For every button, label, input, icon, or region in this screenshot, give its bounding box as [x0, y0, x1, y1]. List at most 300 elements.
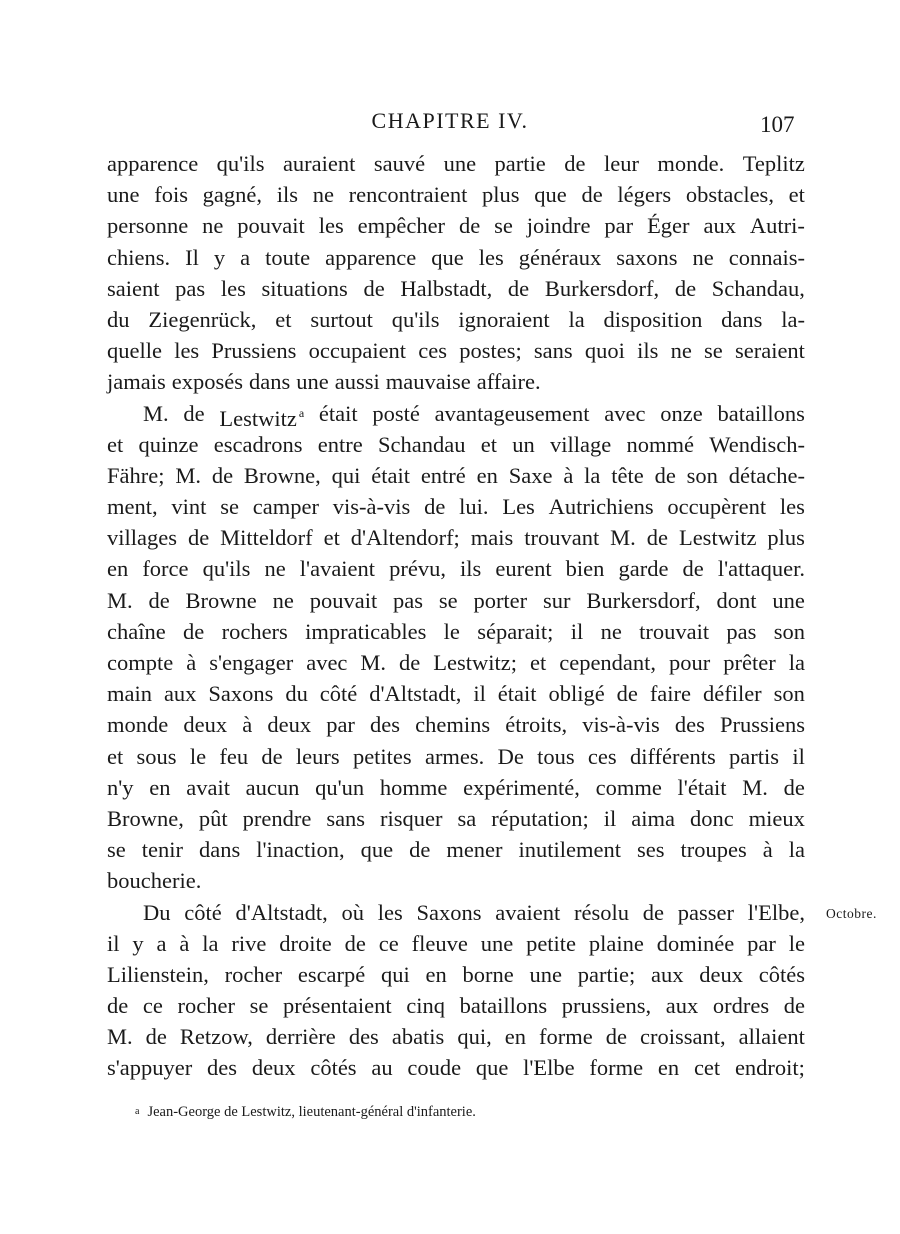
word: quelle	[107, 338, 162, 364]
word: réputation;	[491, 805, 589, 831]
word: où	[341, 899, 364, 925]
word: la-	[781, 306, 805, 332]
word: petite	[526, 930, 577, 956]
word: une	[772, 587, 805, 613]
word: ne	[670, 338, 692, 364]
word: des	[370, 712, 401, 738]
word: de	[564, 151, 586, 176]
word: de	[783, 993, 805, 1019]
word: du	[107, 306, 130, 332]
word: partis	[729, 743, 780, 769]
word: l'attaquer.	[717, 556, 805, 582]
word: qui,	[457, 1024, 492, 1050]
word: y	[132, 930, 144, 956]
word: à	[242, 712, 253, 738]
word: comme	[595, 774, 662, 800]
word: que	[360, 837, 394, 863]
word: l'Elbe,	[747, 899, 805, 925]
word: aux	[665, 993, 699, 1019]
word: obstacles,	[685, 182, 774, 208]
word: aux	[163, 681, 197, 707]
word: mais	[470, 525, 514, 551]
word: ment,	[107, 494, 158, 520]
word: les	[779, 494, 805, 520]
word: côtés	[758, 961, 805, 987]
word: le	[443, 618, 460, 644]
text-line	[107, 897, 805, 928]
word: Mitteldorf	[220, 525, 313, 551]
text-line	[107, 553, 805, 584]
word: monde.	[657, 151, 725, 176]
word: prussiens,	[561, 993, 652, 1019]
word: trouvant	[524, 525, 600, 551]
word: la	[202, 930, 219, 956]
word: ce	[378, 930, 399, 956]
word: inutilement	[518, 837, 621, 863]
word: entré	[420, 462, 466, 488]
word: porter	[473, 587, 528, 613]
word: que	[534, 182, 567, 208]
word: une	[107, 182, 140, 208]
word: forme	[539, 1024, 593, 1050]
text-line	[107, 179, 805, 210]
word: Saxe	[508, 462, 553, 488]
word: ils	[460, 556, 482, 582]
word: M.	[610, 525, 636, 551]
word: ils	[276, 182, 298, 208]
word: entre	[317, 431, 363, 457]
word: à	[762, 837, 773, 863]
word: les	[220, 275, 246, 301]
word: donc	[689, 805, 734, 831]
word: une	[296, 369, 329, 395]
footnote	[135, 1104, 476, 1121]
word: qui	[381, 961, 410, 987]
word: était	[318, 400, 358, 426]
word: se	[494, 213, 513, 239]
word: pouvait	[309, 587, 378, 613]
word: de	[642, 899, 665, 925]
word: escarpé	[297, 961, 366, 987]
word: l'avaient	[299, 556, 376, 582]
word: ne	[264, 556, 286, 582]
word: que	[431, 244, 464, 270]
word: qu'ils	[202, 556, 251, 582]
word: de	[363, 275, 385, 301]
word: de	[409, 837, 431, 863]
text-line	[107, 460, 805, 491]
word: Saxons	[416, 899, 482, 925]
word: il	[107, 930, 120, 956]
text-line	[107, 709, 805, 740]
word: prêter	[723, 650, 776, 675]
word: cinq	[406, 993, 446, 1019]
word: cependant,	[559, 650, 657, 675]
word: Fähre;	[107, 462, 165, 488]
word: de	[507, 275, 530, 301]
word: trouvait	[639, 618, 710, 644]
word: deux	[267, 712, 312, 738]
word: escadrons	[213, 431, 303, 457]
word: joindre	[526, 213, 591, 239]
word: rocher	[224, 961, 283, 987]
word: seraient	[734, 338, 805, 364]
word: chiens.	[107, 244, 171, 270]
word: et	[480, 431, 497, 457]
word: de	[682, 556, 704, 582]
word: saxons	[616, 244, 678, 270]
word: en	[504, 1024, 526, 1050]
word: en	[657, 1055, 680, 1081]
word: vis-à-vis	[582, 712, 660, 738]
word: mauvaise	[385, 369, 471, 395]
word: pas	[175, 275, 206, 301]
word: Burkersdorf,	[544, 275, 660, 301]
word: apparence	[325, 244, 417, 270]
word: Retzow,	[179, 1024, 253, 1050]
text-line	[107, 616, 805, 647]
word: les	[174, 338, 200, 364]
word: passer	[677, 899, 735, 925]
word: garde	[618, 556, 669, 582]
word: M.	[107, 1024, 133, 1050]
text-line	[107, 585, 805, 616]
word: forme	[589, 1055, 644, 1081]
word: Autrichiens	[548, 494, 654, 520]
word: de	[424, 494, 446, 520]
text-line	[107, 242, 805, 273]
word: jamais	[107, 369, 166, 395]
text-line	[107, 741, 805, 772]
word: Browne,	[107, 805, 184, 831]
word: rocher	[177, 993, 235, 1019]
word: de	[458, 213, 481, 239]
word: de	[674, 275, 697, 301]
word: ne	[600, 618, 622, 644]
word: son	[686, 462, 718, 488]
word: de	[211, 462, 234, 488]
word: se	[107, 837, 126, 863]
word: impraticables	[305, 618, 427, 644]
word: aux	[703, 213, 736, 239]
word: pas	[393, 587, 424, 613]
word: Lestwitz	[678, 525, 757, 551]
word: des	[674, 712, 705, 738]
text-line	[107, 273, 805, 304]
word: bien	[565, 556, 605, 582]
text-line	[107, 803, 805, 834]
word: auraient	[282, 151, 356, 176]
word: en	[107, 556, 129, 582]
body-text	[107, 148, 805, 1084]
word: il	[603, 805, 617, 831]
word: prendre	[242, 805, 312, 831]
word: il	[570, 618, 584, 644]
word: en	[476, 462, 498, 488]
word: une	[480, 930, 514, 956]
word: avaient	[495, 899, 561, 925]
word: dans	[721, 306, 763, 332]
word: deux	[251, 1055, 296, 1081]
word: quinze	[138, 431, 199, 457]
word: sauvé	[373, 151, 426, 176]
text-line	[107, 1021, 805, 1052]
word: nommé	[626, 431, 695, 457]
word: empêcher	[357, 213, 446, 239]
word: une	[443, 151, 477, 176]
word: détache-	[728, 462, 805, 488]
word: côté	[184, 899, 222, 925]
word: généraux	[518, 244, 602, 270]
word: Burkersdorf,	[586, 587, 701, 613]
text-line	[107, 865, 805, 896]
word: par	[326, 712, 355, 738]
word: toute	[265, 244, 311, 270]
word: Saxons	[208, 681, 274, 707]
word: troupes	[680, 837, 747, 863]
word: de	[399, 650, 421, 675]
word: par	[747, 930, 776, 956]
word: M.	[175, 462, 201, 488]
word: Prussiens	[719, 712, 805, 738]
word: eurent	[495, 556, 552, 582]
word: se	[438, 587, 458, 613]
word: ce	[142, 993, 163, 1019]
word: de	[183, 618, 205, 644]
word: derrière	[265, 1024, 336, 1050]
word: bataillons	[717, 400, 805, 426]
word: de	[107, 993, 129, 1019]
word: les	[478, 244, 504, 270]
word: a	[240, 244, 251, 270]
word: que	[475, 1055, 509, 1081]
word: un	[512, 431, 535, 457]
word: séparait;	[477, 618, 554, 644]
word: Éger	[647, 213, 690, 239]
word: ignoraient	[458, 306, 550, 332]
word: occupaient	[308, 338, 407, 364]
word: Browne	[185, 587, 257, 613]
word: sa	[457, 805, 477, 831]
word: Du	[143, 899, 171, 925]
word: exposés	[171, 369, 243, 395]
word: deux	[699, 961, 744, 987]
word: camper	[252, 494, 319, 520]
word: lui.	[459, 494, 489, 520]
word: de	[148, 587, 170, 613]
word: de	[187, 525, 210, 551]
word: côté	[319, 681, 358, 707]
word: différents	[629, 743, 716, 769]
word: main	[107, 681, 152, 707]
word: avait	[186, 774, 230, 800]
word: qu'un	[315, 774, 365, 800]
word: la	[584, 462, 601, 488]
word: faire	[649, 681, 692, 707]
word: les	[377, 899, 403, 925]
text-line	[107, 522, 805, 553]
word: le	[189, 743, 207, 769]
word: et	[323, 525, 340, 551]
word: vis-à-vis	[332, 494, 411, 520]
word: borne	[462, 961, 514, 987]
word: se	[249, 993, 269, 1019]
word: Browne,	[243, 462, 321, 488]
word: de	[783, 774, 805, 800]
word: occupèrent	[667, 494, 767, 520]
word: chaîne	[107, 618, 166, 644]
word: aux	[651, 961, 684, 987]
word: défiler	[702, 681, 762, 707]
text-line	[107, 928, 805, 959]
word: ils	[637, 338, 659, 364]
word: armes.	[424, 743, 485, 769]
footnote-reference: a	[298, 405, 305, 420]
word: sous	[136, 743, 177, 769]
word: Prussiens	[211, 338, 297, 364]
word: Schandau,	[711, 275, 805, 301]
word: l'inaction,	[256, 837, 345, 863]
text-line	[107, 304, 805, 335]
word: de	[581, 182, 603, 208]
word: village	[550, 431, 612, 457]
word: connais-	[728, 244, 805, 270]
text-line	[107, 398, 805, 429]
word: il	[473, 681, 486, 707]
word: expérimenté,	[463, 774, 580, 800]
word: à	[563, 462, 574, 488]
word: légers	[617, 182, 672, 208]
word: allaient	[738, 1024, 805, 1050]
word: a	[156, 930, 167, 956]
word: dans	[248, 369, 291, 395]
word: tous	[537, 743, 575, 769]
word: Autri-	[749, 213, 805, 239]
word: endroit;	[734, 1055, 805, 1081]
word: onze	[660, 400, 703, 426]
word: leur	[603, 151, 639, 176]
word: leurs	[295, 743, 340, 769]
word: des	[207, 1055, 238, 1081]
word: situations	[261, 275, 348, 301]
word: sans	[326, 805, 366, 831]
word: vint	[171, 494, 207, 520]
word: de	[145, 1024, 167, 1050]
word: avec	[306, 650, 348, 675]
text-line	[107, 210, 805, 241]
word: pouvait	[237, 213, 305, 239]
word: qu'ils	[216, 151, 265, 176]
word: monde	[107, 712, 169, 738]
word: M.	[360, 650, 387, 675]
text-line	[107, 335, 805, 366]
word: présentaient	[282, 993, 392, 1019]
word: Lestwitz $^a$	[219, 405, 305, 431]
word: Wendisch-	[709, 431, 805, 457]
word: son	[773, 618, 805, 644]
word: de	[344, 930, 366, 956]
word: boucherie.	[107, 868, 202, 894]
word: le	[788, 930, 805, 956]
word: ne	[692, 244, 714, 270]
word: Lestwitz;	[433, 650, 517, 675]
word: à	[179, 930, 190, 956]
word: risquer	[380, 805, 443, 831]
word: aima	[631, 805, 675, 831]
text-line	[107, 366, 805, 397]
word: d'Altendorf;	[350, 525, 460, 551]
word: force	[142, 556, 189, 582]
word: s'appuyer	[107, 1055, 193, 1081]
word: dont	[716, 587, 757, 613]
word: partie	[494, 151, 546, 176]
word: villages	[107, 525, 177, 551]
word: rencontraient	[348, 182, 468, 208]
word: plus	[767, 525, 805, 551]
word: ordres	[712, 993, 770, 1019]
word: Il	[185, 244, 199, 270]
word: croissant,	[640, 1024, 726, 1050]
word: M.	[107, 587, 133, 613]
word: ne	[202, 213, 224, 239]
word: Ziegenrück,	[148, 306, 257, 332]
word: posté	[372, 400, 420, 426]
word: dans	[198, 837, 241, 863]
word: qui	[331, 462, 361, 488]
word: Les	[502, 494, 535, 520]
word: bataillons	[459, 993, 548, 1019]
word: la	[788, 837, 805, 863]
word: M.	[143, 400, 169, 426]
word: Lilienstein,	[107, 961, 209, 987]
footnote-text: Jean-George de Lestwitz, lieutenant-général d'infanterie.	[147, 1104, 476, 1120]
word: avantageusement	[434, 400, 590, 426]
word: apparence	[107, 151, 199, 176]
word: M.	[742, 774, 768, 800]
word: personne	[107, 213, 189, 239]
word: gagné,	[202, 182, 263, 208]
word: surtout	[310, 306, 373, 332]
word: pour	[669, 650, 711, 675]
word: saient	[107, 275, 160, 301]
word: pût	[198, 805, 228, 831]
word: l'était	[677, 774, 727, 800]
chapter-title: CHAPITRE IV.	[371, 108, 529, 133]
word: prévu,	[389, 556, 446, 582]
word: abatis	[391, 1024, 445, 1050]
word: dominée	[656, 930, 735, 956]
text-line	[107, 647, 805, 678]
page-number: 107	[760, 112, 795, 137]
word: tenir	[141, 837, 183, 863]
text-line	[107, 491, 805, 522]
word: fois	[154, 182, 188, 208]
word: la	[788, 650, 805, 675]
word: la	[568, 306, 585, 332]
word: compte	[107, 650, 174, 675]
word: il	[792, 743, 805, 769]
word: ne	[272, 587, 294, 613]
word: se	[704, 338, 723, 364]
word: ses	[636, 837, 665, 863]
word: et	[529, 650, 547, 675]
word: étroits,	[505, 712, 568, 738]
word: se	[220, 494, 239, 520]
word: son	[773, 681, 805, 707]
text-line	[107, 429, 805, 460]
word: Schandau	[377, 431, 466, 457]
word: mener	[446, 837, 503, 863]
